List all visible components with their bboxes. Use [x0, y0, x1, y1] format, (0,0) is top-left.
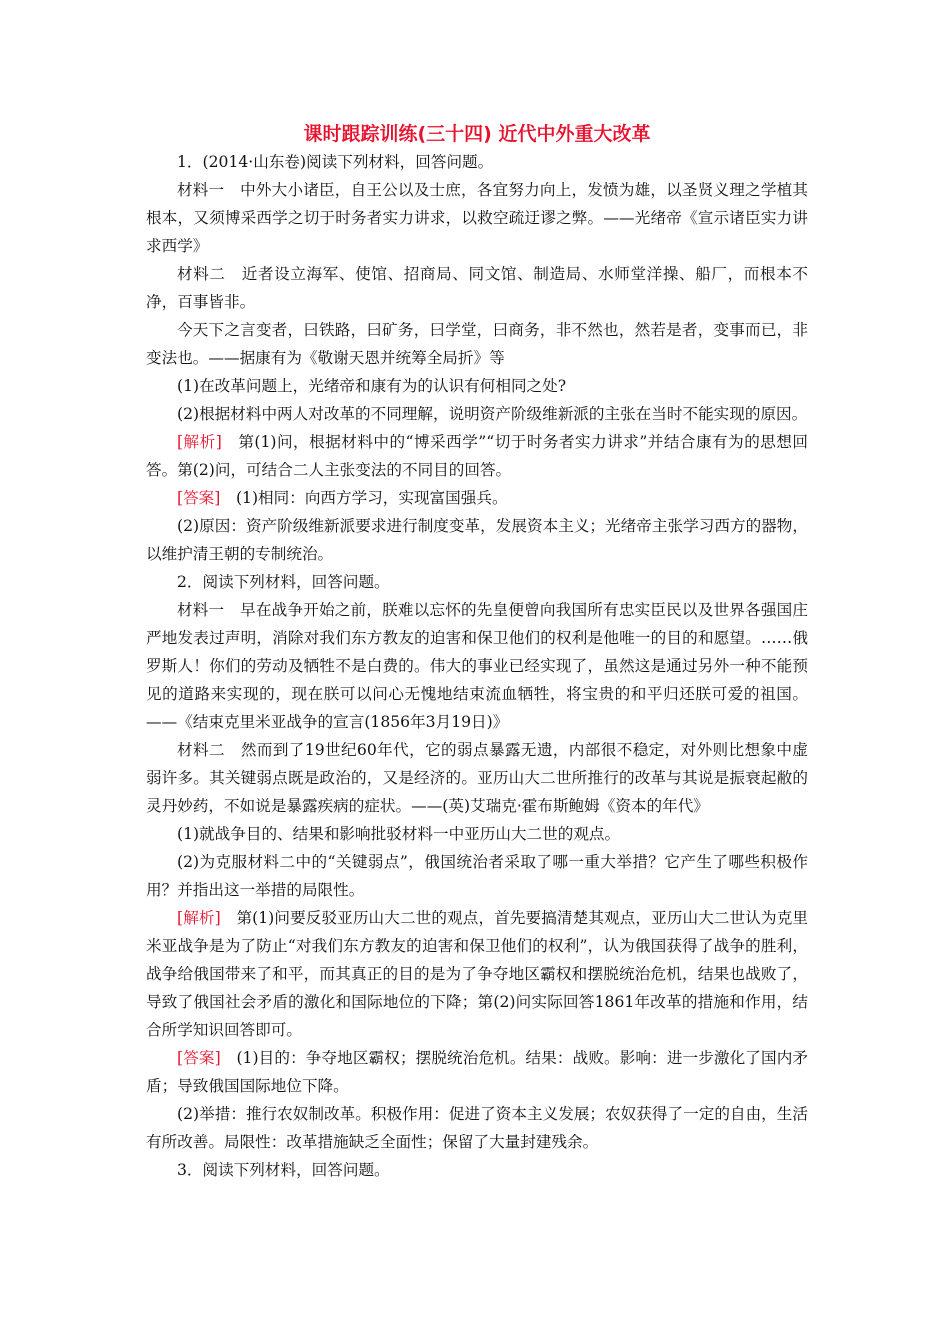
q3-stem: 3．阅读下列材料，回答问题。	[177, 1161, 390, 1179]
q1-material-1: 材料一 中外大小诸臣，自王公以及士庶，各宜努力向上，发愤为雄，以圣贤义理之学植其根本，又须博采西学之切于时务者实力讲求，以救空疏迂谬之弊。——光绪帝《宣示诸臣实力讲求西学》	[146, 181, 808, 255]
q1-stem: 1．(2014·山东卷)阅读下列材料，回答问题。	[177, 153, 494, 171]
answer-tag: [答案]	[177, 489, 221, 507]
q1-subquestion-2: (2)根据材料中两人对改革的不同理解，说明资产阶级维新派的主张在当时不能实现的原因。	[177, 405, 808, 423]
q2-material-1: 材料一 早在战争开始之前，朕难以忘怀的先皇便曾向我国所有忠实臣民以及世界各强国庄严地发表过声明，消除对我们东方教友的迫害和保卫他们的权利是他唯一的目的和愿望。……俄罗斯人！你们的劳动及牺牲不是白费的。伟大的事业已经实现了，虽然这是通过另外一种不能预见的道路来实现的，现在朕可以问心无愧地结束流血牺牲，将宝贵的和平归还朕可爱的祖国。——《结束克里米亚战争的宣言(1856年3月19日)》	[146, 601, 808, 731]
q2-analysis	[146, 904, 808, 1044]
q1-material-2b: 今天下之言变者，曰铁路，曰矿务，曰学堂，曰商务，非不然也，然若是者，变事而已，非变法也。——据康有为《敬谢天恩并统筹全局折》等	[146, 321, 808, 367]
page-title: 课时跟踪训练(三十四) 近代中外重大改革	[303, 123, 651, 145]
analysis-tag: [解析]	[177, 909, 221, 927]
document-page	[146, 120, 808, 1184]
q2-stem: 2．阅读下列材料，回答问题。	[177, 573, 390, 591]
q1-analysis	[146, 428, 808, 484]
analysis-tag: [解析]	[177, 433, 222, 451]
q2-analysis-text: 第(1)问要反驳亚历山大二世的观点，首先要搞清楚其观点，亚历山大二世认为克里米亚战争是为了防止“对我们东方教友的迫害和保卫他们的权利”，认为俄国获得了战争的胜利，战争给俄国带来了和平，而其真正的目的是为了争夺地区霸权和摆脱统治危机，结果也战败了，导致了俄国社会矛盾的激化和国际地位的下降；第(2)问实际回答1861年改革的措施和作用，结合所学知识回答即可。	[146, 909, 808, 1039]
q1-answer-1	[146, 484, 808, 512]
answer-tag: [答案]	[177, 1049, 221, 1067]
q2-subquestion-2: (2)为克服材料二中的“关键弱点”，俄国统治者采取了哪一重大举措？它产生了哪些积极作用？并指出这一举措的局限性。	[146, 853, 808, 899]
q2-subquestion-1: (1)就战争目的、结果和影响批驳材料一中亚历山大二世的观点。	[177, 825, 621, 843]
q1-answer-2: (2)原因：资产阶级维新派要求进行制度变革，发展资本主义；光绪帝主张学习西方的器物，以维护清王朝的专制统治。	[146, 517, 808, 563]
q2-answer-2: (2)举措：推行农奴制改革。积极作用：促进了资本主义发展；农奴获得了一定的自由，生活有所改善。局限性：改革措施缺乏全面性；保留了大量封建残余。	[146, 1105, 808, 1151]
q2-answer-1	[146, 1044, 808, 1100]
q2-material-2: 材料二 然而到了19世纪60年代，它的弱点暴露无遗，内部很不稳定，对外则比想象中虚弱许多。其关键弱点既是政治的，又是经济的。亚历山大二世所推行的改革与其说是振衰起敝的灵丹妙药，不如说是暴露疾病的症状。——(英)艾瑞克·霍布斯鲍姆《资本的年代》	[146, 741, 808, 815]
q1-analysis-text: 第(1)问，根据材料中的“博采西学”“切于时务者实力讲求”并结合康有为的思想回答。第(2)问，可结合二人主张变法的不同目的回答。	[146, 433, 809, 479]
q1-material-2a: 材料二 近者设立海军、使馆、招商局、同文馆、制造局、水师堂洋操、船厂，而根本不净，百事皆非。	[146, 265, 808, 311]
q1-answer-1-text: (1)相同：向西方学习，实现富国强兵。	[220, 489, 508, 507]
q2-answer-1-text: (1)目的：争夺地区霸权；摆脱统治危机。结果：战败。影响：进一步激化了国内矛盾；导致俄国国际地位下降。	[146, 1049, 808, 1095]
q1-subquestion-1: (1)在改革问题上，光绪帝和康有为的认识有何相同之处?	[177, 377, 567, 395]
